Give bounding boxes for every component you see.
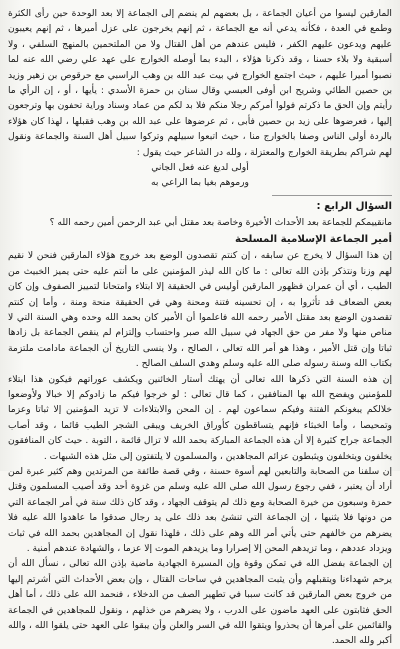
section-heading: السؤال الرابع : xyxy=(316,200,392,212)
section-intro: مانقييمكم للجماعة بعد الأحداث الأخيرة وخاصة بعد مقتل أبي عبد الرحمن أمين رحمه الله ؟ xyxy=(49,216,392,228)
answer-paragraph-2: إن هذه السنة التي ذكرها الله تعالى أن يهتك أستار الخائنين ويكشف عوراتهم فيكون هذا ابتلاء للمؤمنين ويفضح الله بها المنافقين ، كما قال تعالى : لو خرجوا فيكم ما زادوكم إلا خبالا ولأوضعوا خلالكم يبغونكم الفتنة وفيكم سماعون لهم . إن المحن والابتلاءات لا تزيد المؤمنين إلا ثباتا وعزما وتمحيصا ، وأما الخبثاء فإنهم يتساقطون كأوراق الخريف ويبقى الشجر الطيب قائما ، وقد أصاب الجماعة جراح كثيرة إلا أن هذه الجماعة المباركة بحمد الله لا تزال قائمة ، التوبة . حيث كان المنافقون يخلفون ويتخلفون ويثبطون عزائم المجاهدين ، والمسلمون لا يلتفتون إلى مثل هذه الشبهات . xyxy=(8,373,392,462)
verse-line-2: ورموهم بغيا بما الراعي به xyxy=(150,177,249,189)
answer-paragraph-3: إن سلفنا من الصحابة والتابعين لهم أسوة حسنة ، وفي قصة طائفة من المرتدين وهم كثير عبرة لمن أراد أن يعتبر ، ففي رجوع رسول الله صلى الله عليه وسلم من غزوة أحد وقد أصيب المسلمون وقتل حمزة وسبعون من خيرة الصحابة ومع ذلك لم يتوقف الجهاد ، وقد كان ذلك سنة في أمر الجماعة التي من دونها فلا يثنيها ، إن الجماعة التي تنشئ بعد ذلك على يد رجال صدقوا ما عاهدوا الله عليه فلا يضرهم من خالفهم حتى يأتي أمر الله وهم على ذلك ، فلهذا نقول إن المجاهدين بحمد الله في ثبات ويزداد عددهم ، وما تزيدهم المحن إلا إصرارا وما يزيدهم الموت إلا عزما ، والشهادة عندهم أمنية . xyxy=(8,465,392,554)
answer-heading: أمير الجماعة الإسلامية المسلحة xyxy=(234,234,392,246)
answer-paragraph-4: إن الجماعة بفضل الله في تمكن وقوة وإن المسيرة الجهادية ماضية بإذن الله تعالى ، نسأل الله أن يرحم شهداءنا ويتقبلهم وأن يثبت المجاهدين في ساحات القتال ، وإن بعض الأحداث التي أشرتم إليها من خروج بعض المارقين قد كانت سببا في تطهير الصف من الدخلاء ، فنحمد الله على ذلك ، أما أهل الحق فثابتون على العهد ماضون على الدرب ، ولا يضرهم من خذلهم ، ونقول للمجاهدين في الجماعة والقائمين على أمرها أن يحذروا ويتقوا الله في السر والعلن وأن يبقوا على العهد حتى يلقوا الله ، والله أكبر ولله الحمد. xyxy=(8,558,392,647)
answer-paragraph-1: إن هذا السؤال لا يخرج عن سابقه ، إن كنتم تقصدون الوضع بعد خروج هؤلاء المارقين فنحن لا نقيم لهم وزنا ونتذكر بإذن الله تعالى : ما كان الله ليذر المؤمنين على ما أنتم عليه حتى يميز الخبيث من الطيب ، أي أن عمران فظهور المارقين أوليس في الحقيقة إلا ابتلاء وامتحانا لتمييز الصفوف وإن كان بعض الضعاف قد تأثروا به ، إن تحسينه فتنة ومحنة وهي في الحقيقة منحة ومنة ، وأما إن كنتم تقصدون الوضع بعد مقتل الأمير رحمه الله فاعلموا أن الأمير كان بحمد الله وحده وهي السنة التي لا مناص منها ولا مفر من حق الجهاد في سبيل الله صبر واحتساب وإلتزام لم ينقص الجماعة بل زادها ثباتا وإن قتل الأمير ، وهذا هو أمر الله تعالى ، الصالح ، ولا ينسى التاريخ أن الجماعة مادامت ملتزمة بكتاب الله وسنة رسوله صلى الله عليه وسلم وهدي السلف الصالح . xyxy=(8,250,392,370)
verse-line-1: أولى لديغ عنه فعل الجاني xyxy=(151,162,249,174)
top-paragraph: المارقين ليسوا من أعيان الجماعة ، بل بعضهم لم ينضم إلى الجماعة إلا بعد الوحدة حين رأى الكثرة وطمع في العدة ، فكأنه يدعي أنه مع الجماعة ، ثم إنهم يخرجون على عزل أميرها ، ثم إنهم يعيبون عليهم ويدعون عليهم الكفر ، فليس عندهم من أهل القتال ولا من الملتحمين بالمنهج السلفي ، ولا أسبقية ولا بلاء حسنا ، وقد ذكرنا هؤلاء ، البدء بما أوصله الخوارج على عهد علي رضي الله عنه لما نصبوا أميرا عليهم ، حيث اجتمع الخوارج في بيت عبد الله بن وهب الراسبي مع حرقوص بن زهير وزيد بن حصين الطائي وشريح ابن أوفى العبسي وقال سنان بن حمزة الأسدي : يأيها ، أو ، إن الرأي ما رأيتم وإن الحق ما ذكرتم فولوا أمركم رجلا منكم فلا بد لكم من عماد وسناد وراية تحفون بها وترجعون إليها ، فعرضوها على زيد بن حصين فأبى ، ثم عرضوها على عبد الله بن وهب فقبلها ، لهذا كان هؤلاء بالردة أولى الناس وصفا بالخوارج منا ، حيث اتبعوا سبيلهم وتركوا سبيل أهل السنة والجماعة ونقول لهم شراكم بطريقة الخوارج والمعتزلة ، ولله در الشاعر حيث يقول : xyxy=(8,8,392,158)
section-divider xyxy=(272,195,392,196)
